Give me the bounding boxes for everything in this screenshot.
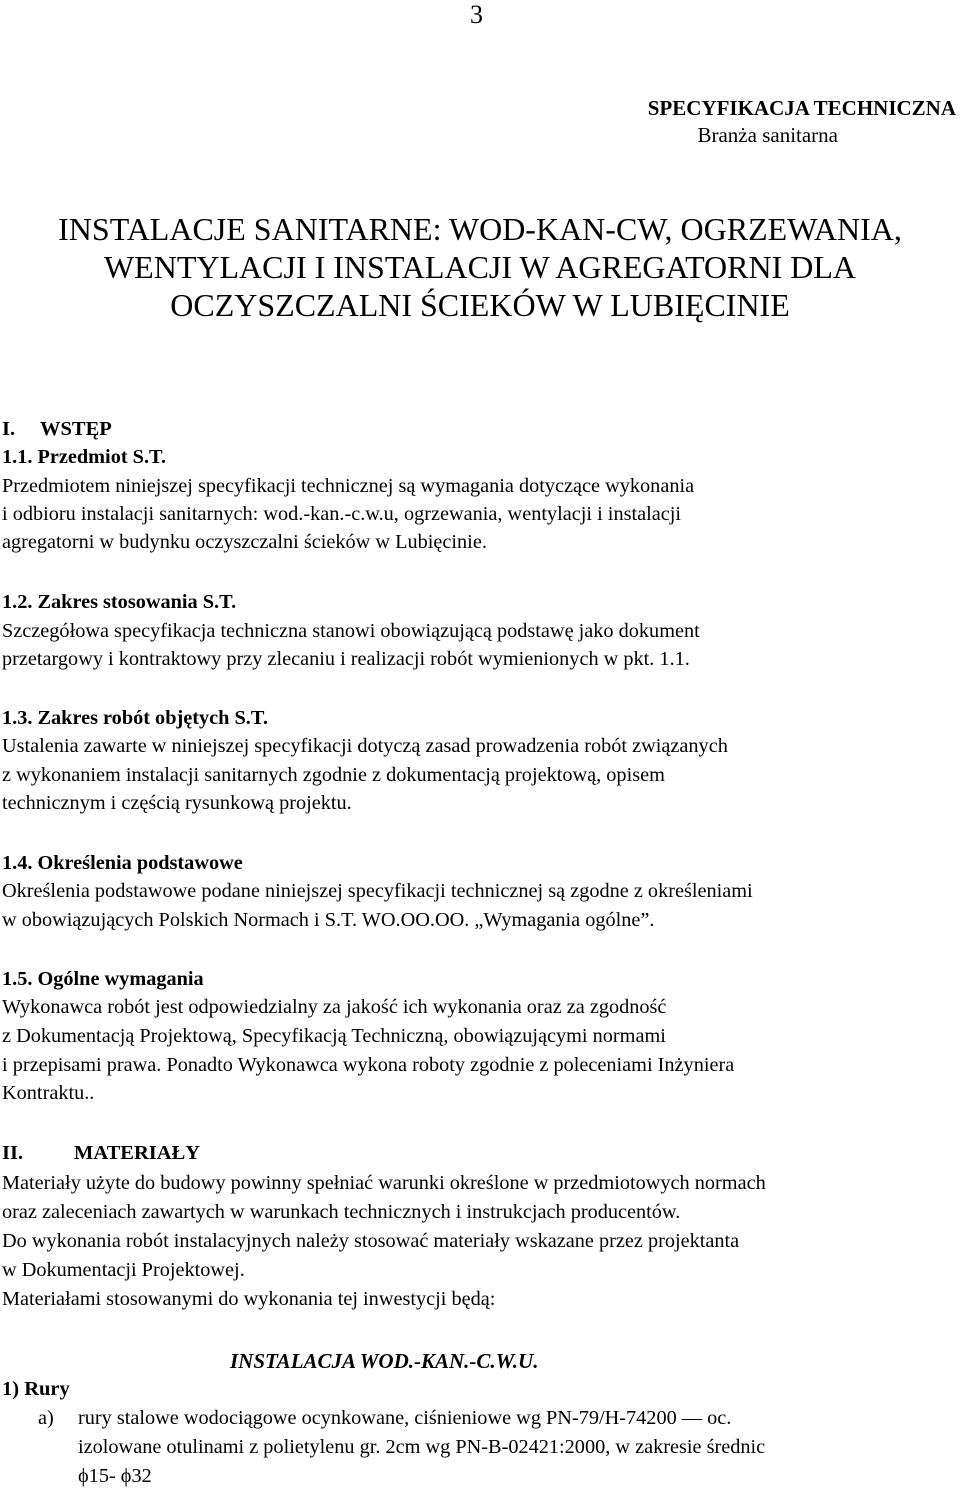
paragraph-line: technicznym i częścią rysunkową projektu. [2, 792, 352, 814]
spec-title: SPECYFIKACJA TECHNICZNA [647, 96, 956, 120]
installation-heading: INSTALACJA WOD.-KAN.-C.W.U. [230, 1349, 539, 1373]
paragraph-line: agregatorni w budynku oczyszczalni ścieków w Lubięcinie. [2, 531, 487, 553]
paragraph-line: Ustalenia zawarte w niniejszej specyfikacji dotyczą zasad prowadzenia robót związanych [2, 735, 728, 757]
rury-heading: 1) Rury [2, 1378, 70, 1400]
main-title-line: INSTALACJE SANITARNE: WOD-KAN-CW, OGRZEWANIA, [58, 211, 902, 247]
paragraph-line: Określenia podstawowe podane niniejszej specyfikacji technicznej są zgodne z określeniami [2, 880, 753, 902]
list-item-line: ϕ15- ϕ32 [78, 1465, 152, 1487]
paragraph-line: Materiałami stosowanymi do wykonania tej inwestycji będą: [2, 1288, 496, 1310]
paragraph-line: Do wykonania robót instalacyjnych należy stosować materiały wskazane przez projektanta [2, 1230, 740, 1252]
main-title-line: OCZYSZCZALNI ŚCIEKÓW W LUBIĘCINIE [170, 287, 790, 323]
paragraph-line: Materiały użyte do budowy powinny spełniać warunki określone w przedmiotowych normach [2, 1172, 766, 1194]
section-title: WSTĘP [40, 418, 112, 440]
main-title [0, 210, 960, 324]
list-item-line: izolowane otulinami z polietylenu gr. 2cm wg PN-B-02421:2000, w zakresie średnic [78, 1436, 766, 1458]
subsection-heading: 1.2. Zakres stosowania S.T. [2, 591, 237, 613]
paragraph-line: w Dokumentacji Projektowej. [2, 1259, 245, 1281]
list-item-line: rury stalowe wodociągowe ocynkowane, ciśnieniowe wg PN-79/H-74200 — oc. [78, 1407, 732, 1429]
subsection-heading: 1.3. Zakres robót objętych S.T. [2, 707, 268, 729]
paragraph-line: Szczegółowa specyfikacja techniczna stanowi obowiązującą podstawę jako dokument [2, 620, 700, 642]
paragraph-line: z wykonaniem instalacji sanitarnych zgodnie z dokumentacją projektową, opisem [2, 764, 665, 786]
subsection-heading: 1.4. Określenia podstawowe [2, 852, 243, 874]
subsection-heading: 1.1. Przedmiot S.T. [2, 446, 167, 468]
section-I-heading [2, 418, 112, 441]
paragraph-line: Przedmiotem niniejszej specyfikacji technicznej są wymagania dotyczące wykonania [2, 475, 695, 497]
paragraph-line: przetargowy i kontraktowy przy zlecaniu i realizacji robót wymienionych w pkt. 1.1. [2, 648, 690, 670]
paragraph-line: Kontraktu.. [2, 1082, 95, 1104]
subsection-heading: 1.5. Ogólne wymagania [2, 968, 204, 990]
paragraph-line: oraz zaleceniach zawartych w warunkach technicznych i instrukcjach producentów. [2, 1201, 681, 1223]
section-title: MATERIAŁY [74, 1142, 201, 1164]
spec-subtitle: Branża sanitarna [697, 123, 838, 147]
paragraph-line: i przepisami prawa. Ponadto Wykonawca wykona roboty zgodnie z poleceniami Inżyniera [2, 1054, 735, 1076]
section-number: II. [2, 1142, 24, 1164]
paragraph-line: z Dokumentacją Projektową, Specyfikacją Techniczną, obowiązującymi normami [2, 1025, 666, 1047]
main-title-line: WENTYLACJI I INSTALACJI W AGREGATORNI DLA [103, 249, 857, 285]
paragraph-line: w obowiązujących Polskich Normach i S.T. WO.OO.OO. „Wymagania ogólne”. [2, 909, 655, 931]
paragraph-line: Wykonawca robót jest odpowiedzialny za jakość ich wykonania oraz za zgodność [2, 996, 667, 1018]
page-number: 3 [470, 0, 483, 29]
section-number: I. [2, 418, 16, 440]
section-II-heading [2, 1142, 201, 1165]
list-item-label: a) [38, 1407, 54, 1429]
paragraph-line: i odbioru instalacji sanitarnych: wod.-kan.-c.w.u, ogrzewania, wentylacji i instalacji [2, 503, 682, 525]
